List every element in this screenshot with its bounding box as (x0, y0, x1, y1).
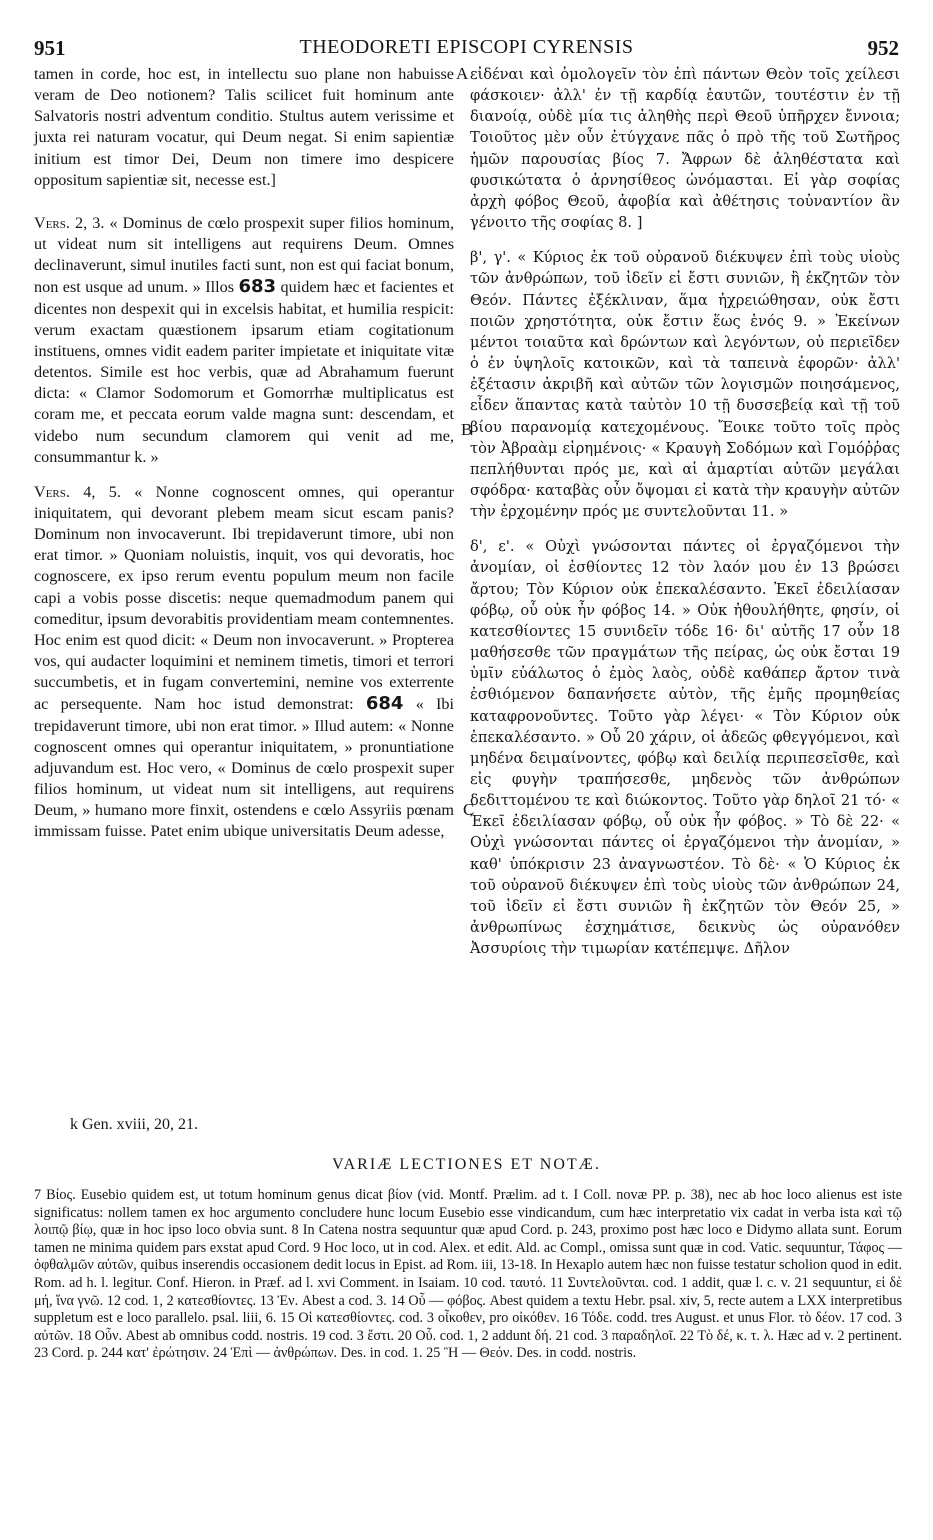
notes-text: 7 Βίος. Eusebio quidem est, ut totum hominum genus dicat βίον (vid. Montf. Prælim. ad t. I Coll. novæ PP. p. 38), nec ab hoc loco alienus est iste significatus: nollem tamen ex hoc argumento concludere hunc locum Eusebio esse vindicandum, cum hæc interpretatio vix cadat in verba ista καὶ τῷ λοιπῷ βίῳ, quæ in hoc ipso loco obvia sunt. 8 In Catena nostra sequuntur quæ apud Cord. p. 243, proximo post hæc loco e Didymo allata sunt. Eorum tamen ne minima quidem pars exstat apud Cord. 9 Hoc loco, ut in cod. Alex. et edit. Ald. ac Compl., omissa sunt quæ in cod. Vatic. sequuntur, Τάφος — ὀφθαλμῶν αὐτῶν, quibus inserendis occasionem dedit locus in Epist. ad Rom. iii, 13-18. In Hexaplo autem hæc non fuisse testatur scholion quod in edit. Rom. ad h. l. legitur. Conf. Hieron. in Præf. ad l. xvi Comment. in Isaiam. 10 cod. ταυτό. 11 Συντελοῦνται. cod. 1 addit, quæ l. c. v. 21 sequuntur, εἰ δὲ μή, ἵνα γνῶ. 12 cod. 1, 2 κατεσθίοντες. 13 Ἐν. Abest a cod. 3. 14 Οὗ — φόβος. Abest quidem a textu Hebr. psal. xiv, 5, recte autem a LXX interpretibus suppletum est e loco parallelo. psal. liii, 6. 15 Οἱ κατεσθίοντες. cod. 3 οἶκοθεν, pro οἰκόθεν. 16 Τόδε. codd. tres August. et unus Flor. τὸ δέον. 17 cod. 3 αὐτῶν. 18 Οὖν. Abest ab omnibus codd. nostris. 19 cod. 3 ἔστι. 20 Οὗ. cod. 1, 2 addunt δή. 21 cod. 3 παραδηλοῖ. 22 Τὸ δέ, κ. τ. λ. Hæc ad v. 2 pertinent. 23 Cord. p. 244 κατ' ἐρώτησιν. 24 Ἐπὶ — ἀνθρώπων. Des. in cod. 1. 25 Ἢ — Θεόν. Des. in codd. nostris. (34, 1187, 902, 1362)
latin-paragraph (34, 482, 454, 843)
column-marker: 684 (365, 693, 404, 715)
latin-text: « Ibi trepidaverunt timore, ubi non erat timor. » Illud autem: « Nonne cognoscent omnes qui operantur iniquitatem, » pronuntiatione adjuvandum est. Hoc vero, « Dominus de cœlo prospexit super filios hominum, ut videat num sit intelligens, aut requirens Deum, » humano more finxit, ostendens e cœlo Assyriis pœnam immissam fuisse. Patet enim ubique universitatis Deum adesse, (34, 695, 454, 841)
margin-letter-b: B (461, 420, 473, 439)
footnote-reference: k Gen. xviii, 20, 21. (70, 1116, 198, 1133)
page-header (34, 36, 899, 64)
latin-paragraph (34, 213, 454, 468)
page-number-left: 951 (34, 36, 66, 60)
section-title: VARIÆ LECTIONES ET NOTÆ. (332, 1156, 601, 1173)
latin-text: « Dominus de cœlo prospexit super filios hominum, ut videat num sit intelligens aut requirens Deum. Omnes declinaverunt, simul inutiles facti sunt, non est qui faciat bonum, non est usque ad unum. » Illos (34, 213, 454, 297)
greek-paragraph: δ', ε'. « Οὐχὶ γνώσονται πάντες οἱ ἐργαζόμενοι τὴν ἀνομίαν, οἱ ἐσθίοντες 12 τὸν λαόν μου ἐν 13 βρώσει ἄρτου; Τὸν Κύριον οὐκ ἐπεκαλέσαντο. Ἐκεῖ ἐδειλίασαν φόβῳ, οὗ οὐκ ἦν φόβος 14. » Οὐκ ἠθουλήθητε, φησίν, οἱ κατεσθίοντες 15 συνιδεῖν τόδε 16· δι' αὐτῆς 17 οὖν 18 μαθήσεσθε τῶν πραγμάτων τῆς πείρας, ὡς οὐκ ἔσται 19 ὑμῖν εὐάλωτος ὁ ἐμὸς λαὸς, οὐδὲ καθάπερ ἄρτον τινὰ ἐσθιόμενον δαπανήσετε αὐτὸν, τῆς ἐμῆς προμηθείας καταφρονοῦντες. Τοῦτο γὰρ λέγει· « Τὸν Κύριον οὐκ ἐπεκαλέσαντο. » Οὗ 20 χάριν, οἱ ἀδεῶς φθεγγόμενοι, καὶ μηδένα δειμαίνοντες, φόβῳ καὶ δειλίᾳ περιπεσεῖσθε, καὶ εἰς φυγὴν τραπήσεσθε, μηδενὸς τῶν ἀνθρώπων δεδιττομένου τε καὶ διώκοντος. Τοῦτο γὰρ δηλοῖ 21 τό· « Ἐκεῖ ἐδειλίασαν φόβῳ, οὗ οὐκ ἦν φόβος. » Τὸ δὲ 22· « Οὐχὶ γνώσονται πάντες οἱ ἐργαζόμενοι τὴν ἀνομίαν, » καθ' ὑπόκρισιν 23 ἀναγνωστέον. Τὸ δὲ· « Ὁ Κύριος ἐκ τοῦ οὐρανοῦ διέκυψεν ἐπὶ τοὺς υἱοὺς τῶν ἀνθρώπων 24, τοῦ ἰδεῖν εἰ ἔστι συνιῶν ἢ ἐκζητῶν τὸν Θεόν 25, » ἀνθρωπίνως ἐσχημάτισε, δεικνὺς ὡς οὐρανόθεν Ἀσσυρίοις τὴν τιμωρίαν κατέπεμψε. Δῆλον (470, 538, 900, 958)
verse-label: Vers. 2, 3. (34, 213, 105, 232)
greek-paragraph: β', γ'. « Κύριος ἐκ τοῦ οὐρανοῦ διέκυψεν ἐπὶ τοὺς υἱοὺς τῶν ἀνθρώπων, τοῦ ἰδεῖν εἰ ἔστι συνιῶν, ἢ ἐκζητῶν τὸν Θεόν. Πάντες ἐξέκλιναν, ἅμα ἠχρειώθησαν, οὐκ ἔστι ποιῶν χρηστότητα, οὐκ ἔστιν ἕως ἑνός 9. » Ἐκείνων μέντοι τοιαῦτα καὶ δρώντων καὶ λεγόντων, οὐ περιεῖδεν ὁ ἐν ὑψηλοῖς κατοικῶν, καὶ τὰ ταπεινὰ ἐφορῶν· ἀλλ' ἐξέτασιν ἀκριβῆ καὶ αὐτῶν τῶν λογισμῶν ποιησάμενος, εἶδεν ἅπαντας κατὰ ταὐτὸν 10 τῇ δυσσεβείᾳ καὶ τῇ τοῦ βίου παρανομίᾳ κατεχομένους. Ἔοικε τοῦτο τοῖς πρὸς τὸν Ἀβραὰμ εἰρημένοις· « Κραυγὴ Σοδόμων καὶ Γομόῤῥας πεπλήθυνται πρός με, καὶ αἱ ἁμαρτίαι αὐτῶν μεγάλαι σφόδρα· καταβὰς οὖν ὄψομαι εἰ κατὰ τὴν κραυγὴν αὐτῶν τὴν ἐρχομένην πρός με συντελοῦνται 11. » (470, 249, 900, 521)
greek-paragraph: εἰδέναι καὶ ὁμολογεῖν τὸν ἐπὶ πάντων Θεὸν τοῖς χείλεσι φάσκοιεν· ἀλλ' ἐν τῇ καρδίᾳ ἑαυτῶν, τουτέστιν ἐν τῇ διανοίᾳ, οὐδὲ μία τις ἀληθὴς περὶ Θεοῦ ὑπῆρχεν ἔννοια; Τοιοῦτος μὲν οὖν ἐτύγχανε πᾶς ὁ πρὸ τῆς τοῦ Σωτῆρος ἡμῶν παρουσίας βίος 7. Ἄφρων δὲ ἀληθέστατα καὶ φυσικώτατα ὁ ἀρνησίθεος ὠνόμασται. Εἰ γὰρ σοφίας ἀρχὴ φόβος Θεοῦ, ἀφοβία καὶ ἀθέτησις τοὐναντίον ἂν γένοιτο τῆς σοφίας 8. ] (470, 66, 900, 232)
latin-column (34, 64, 454, 842)
latin-text: quidem hæc et facientes et dicentes non despexit qui in excelsis habitat, et humilia respicit: verum exactam quæstionem ipsarum etiam cogitationum instituens, omnes vidit eadem pariter impietate et iniquitate vitæ detentos. Simile est hoc verbis, quæ ad Abrahamum fuerunt dicta: « Clamor Sodomorum et Gomorrhæ multiplicatus est coram me, et peccata eorum valde magna sunt: descendam, et videbo num secundum clamorem qui venit ad me, consummantur k. » (34, 278, 454, 466)
latin-paragraph: tamen in corde, hoc est, in intellectu suo plane non habuisse veram de Deo notionem? Talis scilicet fuit hominum ante Salvatoris nostri adventum conditio. Stultus autem verissime et juxta rei naturam vocatur, qui Deum negat. Si enim sapientiæ initium est timor Dei, Deum non timere imo despicere oppositum sapientiæ sit, necesse est.] (34, 65, 454, 189)
running-title: THEODORETI EPISCOPI CYRENSIS (299, 36, 634, 58)
latin-text: « Nonne cognoscent omnes, qui operantur iniquitatem, qui devorant plebem meam sicut escam panis? Dominum non invocaverunt. Ibi trepidaverunt timore, ubi non erat timor. » Quoniam noluistis, inquit, vos qui devoratis, hoc cognoscere, ex ipso rerum eventu populum meum non facile capi a vobis posse discetis: neque quemadmodum panem qui comeditur, ipsum devorabitis providentiam meam contemnentes. Hoc enim est quod dicit: « Deum non invocaverunt. » Propterea vos, qui audacter loquimini et neminem timetis, timori et terrori succumbetis, et in fugam convertemini, nemine vos exterrente ac persequente. Nam hoc istud demonstrat: (34, 482, 454, 714)
margin-letter-a: A (456, 64, 469, 83)
margin-letter-c: C (463, 800, 475, 819)
column-marker: 683 (238, 276, 277, 298)
page-number-right: 952 (867, 36, 899, 60)
verse-label: Vers. 4, 5. (34, 482, 121, 501)
greek-column (470, 64, 900, 959)
variant-notes (34, 1187, 902, 1363)
